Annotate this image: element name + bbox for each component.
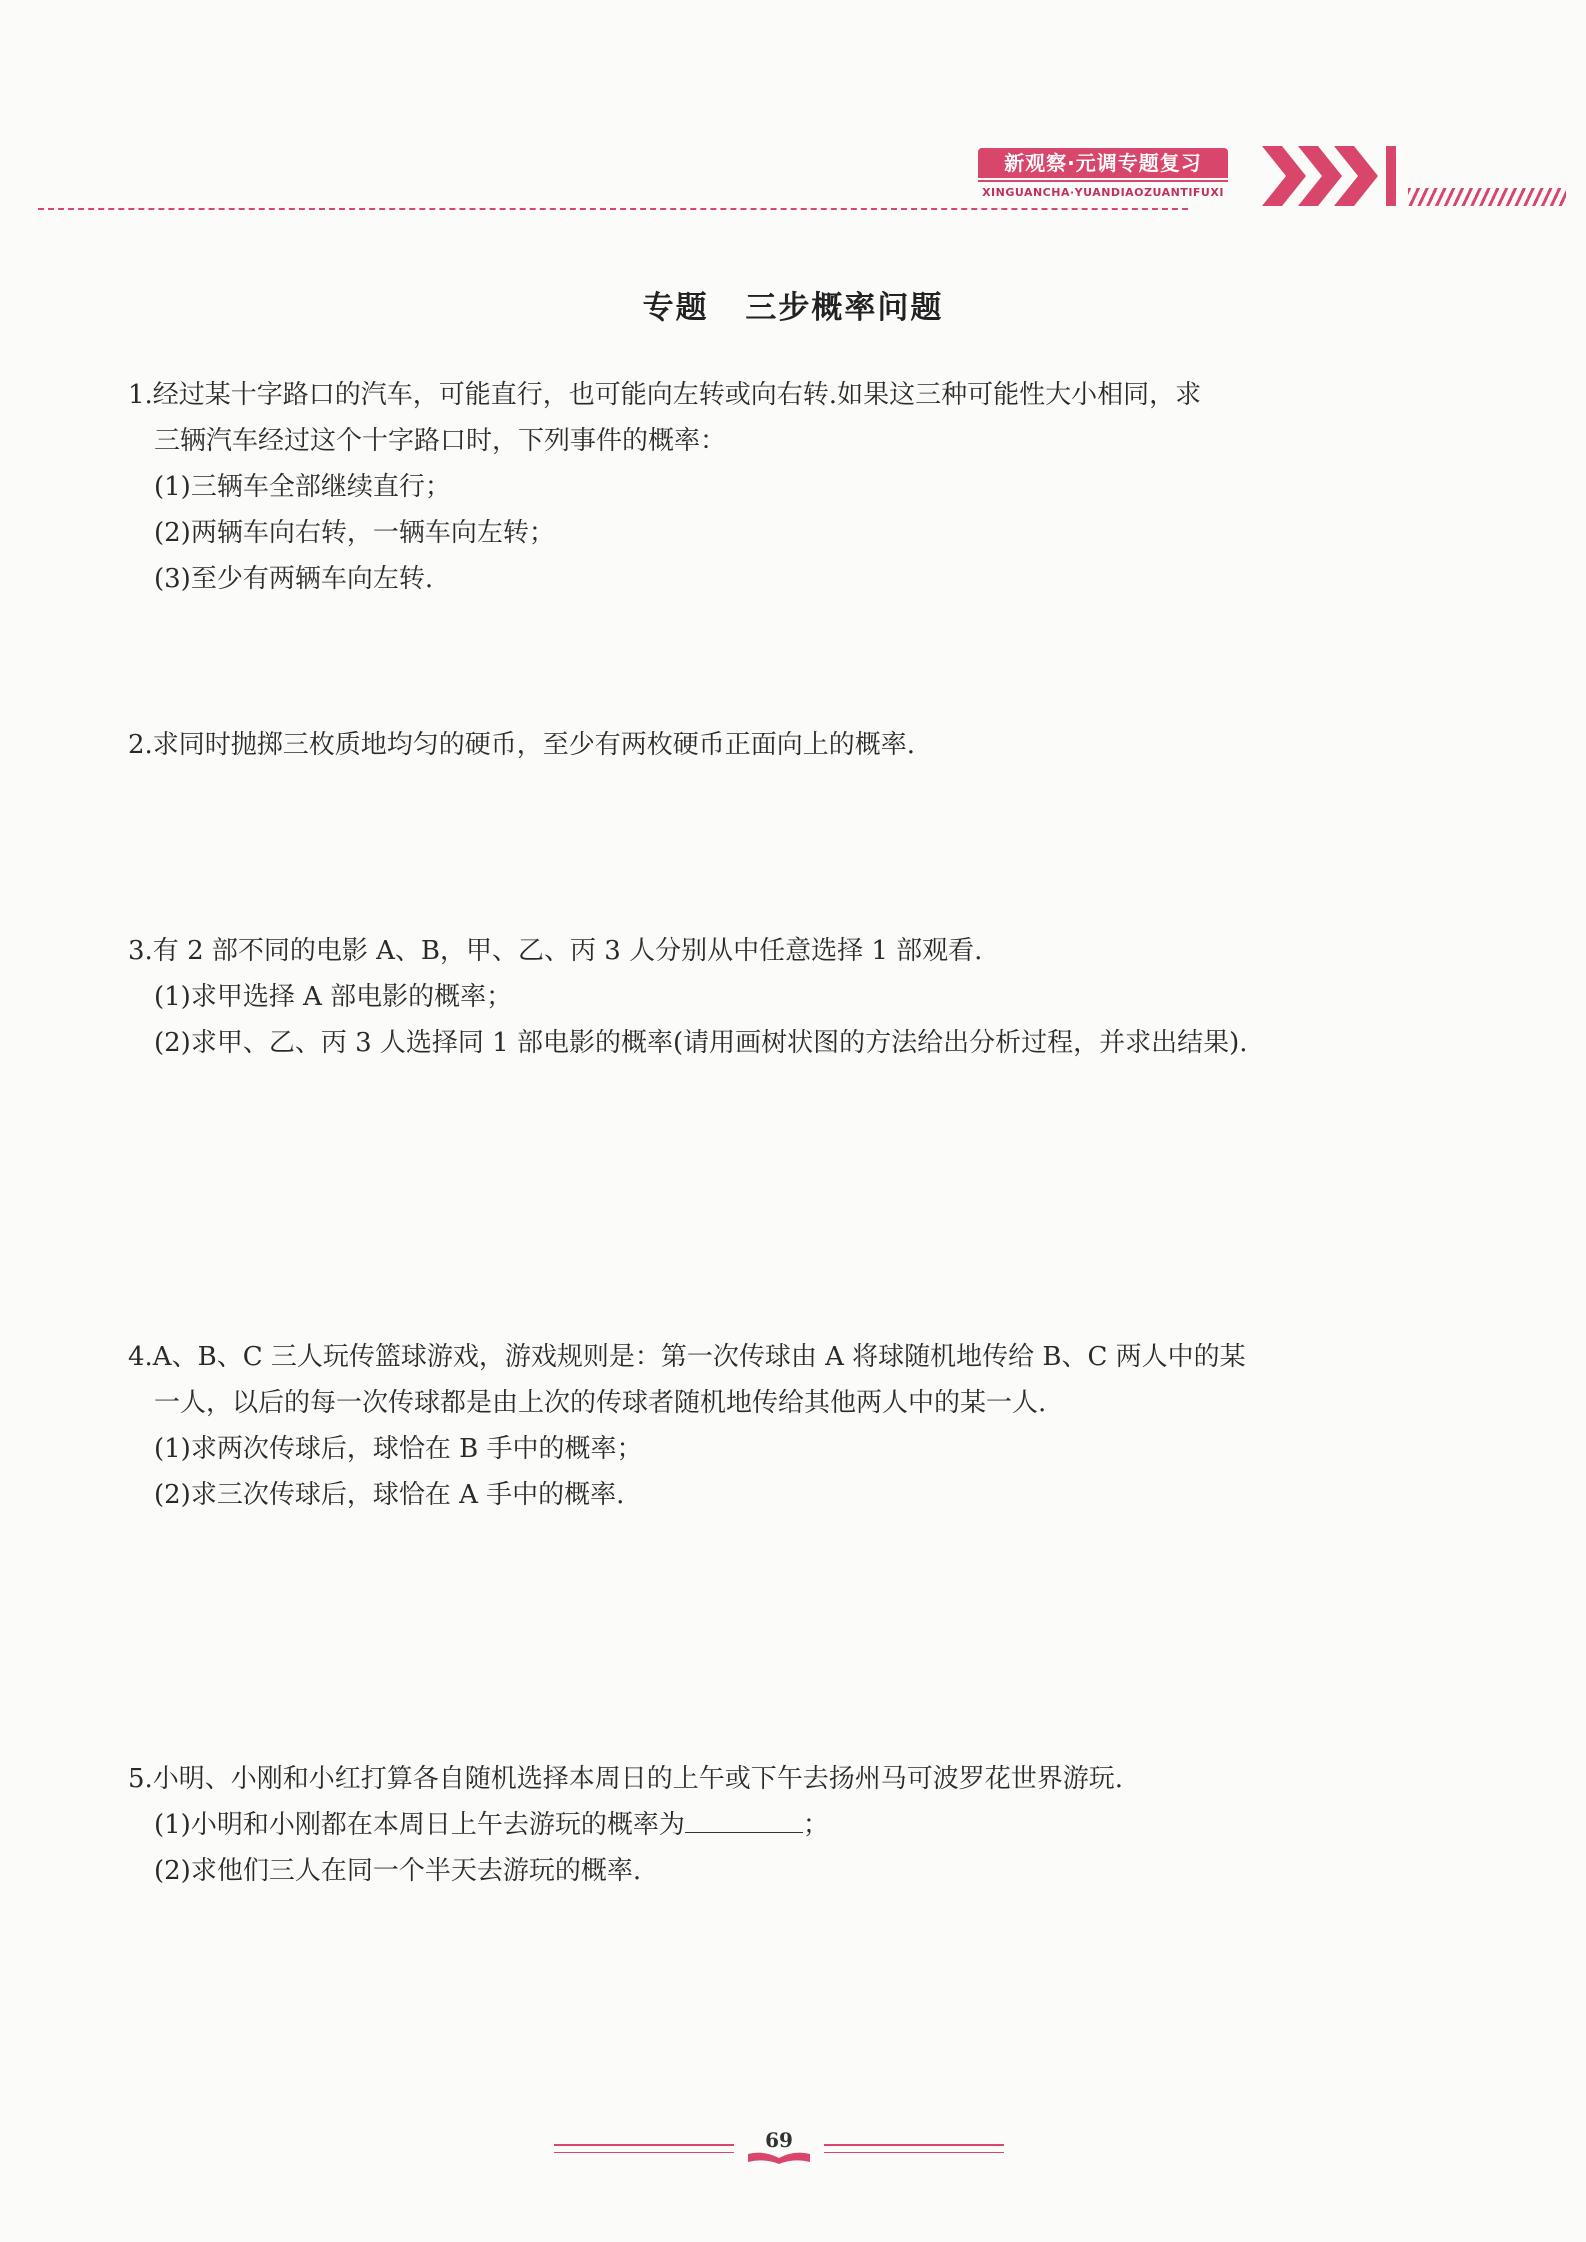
question-2	[128, 722, 1458, 768]
question-4-part-2: (2)求三次传球后，球恰在 A 手中的概率.	[154, 1480, 625, 1510]
question-1	[128, 372, 1458, 602]
question-5	[128, 1756, 1458, 1894]
question-5-part-1-end: ；	[802, 1810, 829, 1840]
header-hatch-decoration	[1408, 188, 1566, 206]
header-chevrons-icon	[1262, 142, 1412, 208]
header-divider	[38, 208, 1188, 210]
question-1-part-1: (1)三辆车全部继续直行；	[154, 472, 451, 502]
question-3-part-2: (2)求甲、乙、丙 3 人选择同 1 部电影的概率(请用画树状图的方法给出分析过程，并求出结果).	[154, 1028, 1248, 1058]
question-5-line-1: 5.小明、小刚和小红打算各自随机选择本周日的上午或下午去扬州马可波罗花世界游玩.	[128, 1764, 1124, 1794]
question-1-part-3: (3)至少有两辆车向左转.	[154, 564, 434, 594]
footer	[554, 2128, 1004, 2168]
answer-blank[interactable]	[685, 1804, 803, 1833]
question-5-part-2: (2)求他们三人在同一个半天去游玩的概率.	[154, 1856, 642, 1886]
page-title: 专题 三步概率问题	[642, 290, 944, 326]
question-3-line-1: 3.有 2 部不同的电影 A、B，甲、乙、丙 3 人分别从中任意选择 1 部观看.	[128, 936, 983, 966]
question-4-line-2: 一人，以后的每一次传球都是由上次的传球者随机地传给其他两人中的某一人.	[154, 1388, 1047, 1418]
header-badge	[958, 138, 1272, 208]
header-badge-title: 新观察·元调专题复习	[978, 148, 1228, 178]
question-1-part-2: (2)两辆车向右转，一辆车向左转；	[154, 518, 555, 548]
page-number: 69	[765, 2128, 793, 2152]
question-3-part-1: (1)求甲选择 A 部电影的概率；	[154, 982, 513, 1012]
question-1-line-1: 1.经过某十字路口的汽车，可能直行，也可能向左转或向右转.如果这三种可能性大小相同，求	[128, 380, 1202, 410]
question-2-line-1: 2.求同时抛掷三枚质地均匀的硬币，至少有两枚硬币正面向上的概率.	[128, 730, 916, 760]
question-4-part-1: (1)求两次传球后，球恰在 B 手中的概率；	[154, 1434, 643, 1464]
question-5-part-1-text: (1)小明和小刚都在本周日上午去游玩的概率为	[154, 1810, 685, 1840]
question-4-line-1: 4.A、B、C 三人玩传篮球游戏，游戏规则是：第一次传球由 A 将球随机地传给 B、C 两人中的某	[128, 1342, 1246, 1372]
question-1-line-2: 三辆汽车经过这个十字路口时，下列事件的概率：	[154, 426, 727, 456]
open-book-icon	[744, 2150, 814, 2166]
footer-divider-right	[824, 2144, 1004, 2153]
question-4	[128, 1334, 1458, 1518]
question-5-part-1	[128, 1802, 1458, 1848]
header-badge-subtitle: XINGUANCHA·YUANDIAOZUANTIFUXI	[978, 180, 1228, 204]
question-3	[128, 928, 1458, 1066]
footer-divider-left	[554, 2144, 734, 2153]
